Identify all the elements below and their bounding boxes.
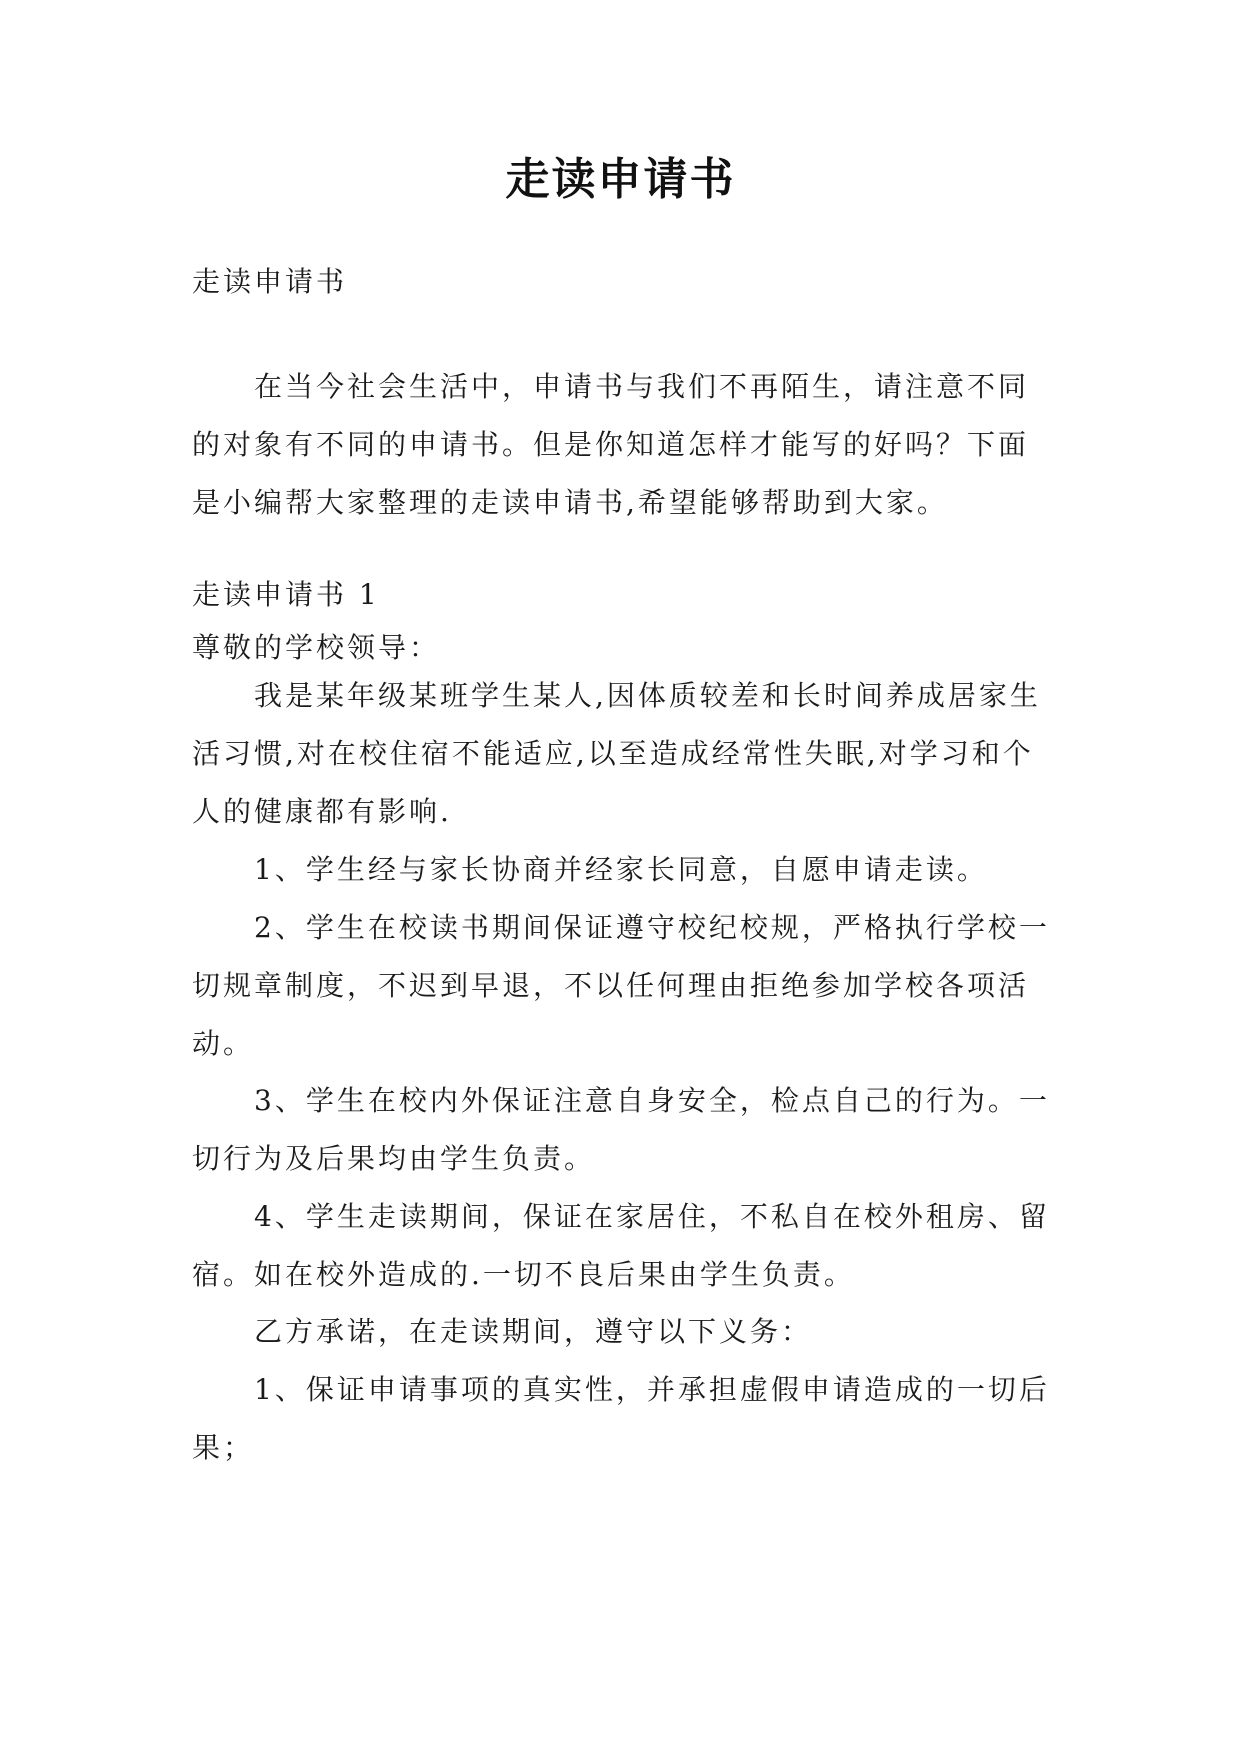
intro-paragraph: 在当今社会生活中，申请书与我们不再陌生，请注意不同的对象有不同的申请书。但是你知道怎样才能写的好吗？下面是小编帮大家整理的走读申请书,希望能够帮助到大家。 [192,370,1030,519]
body-paragraph: 乙方承诺，在走读期间，遵守以下义务： [254,1315,813,1348]
body-paragraph: 我是某年级某班学生某人,因体质较差和长时间养成居家生活习惯,对在校住宿不能适应,以至造成经常性失眠,对学习和个人的健康都有影响. [192,679,1041,828]
section-title: 走读申请书 1 [192,578,380,611]
body-paragraph: 3、学生在校内外保证注意自身安全，检点自己的行为。一切行为及后果均由学生负责。 [192,1084,1050,1175]
body-paragraph: 4、学生走读期间，保证在家居住，不私自在校外租房、留宿。如在校外造成的.一切不良后果由学生负责。 [192,1200,1050,1291]
salutation: 尊敬的学校领导： [192,631,441,664]
body-paragraph: 2、学生在校读书期间保证遵守校纪校规，严格执行学校一切规章制度，不迟到早退，不以任何理由拒绝参加学校各项活动。 [192,911,1050,1060]
body-paragraph: 1、保证申请事项的真实性，并承担虚假申请造成的一切后果； [192,1373,1050,1464]
document-subtitle: 走读申请书 [192,265,348,298]
body-paragraph: 1、学生经与家长协商并经家长同意，自愿申请走读。 [254,853,988,886]
document-title: 走读申请书 [505,154,736,205]
